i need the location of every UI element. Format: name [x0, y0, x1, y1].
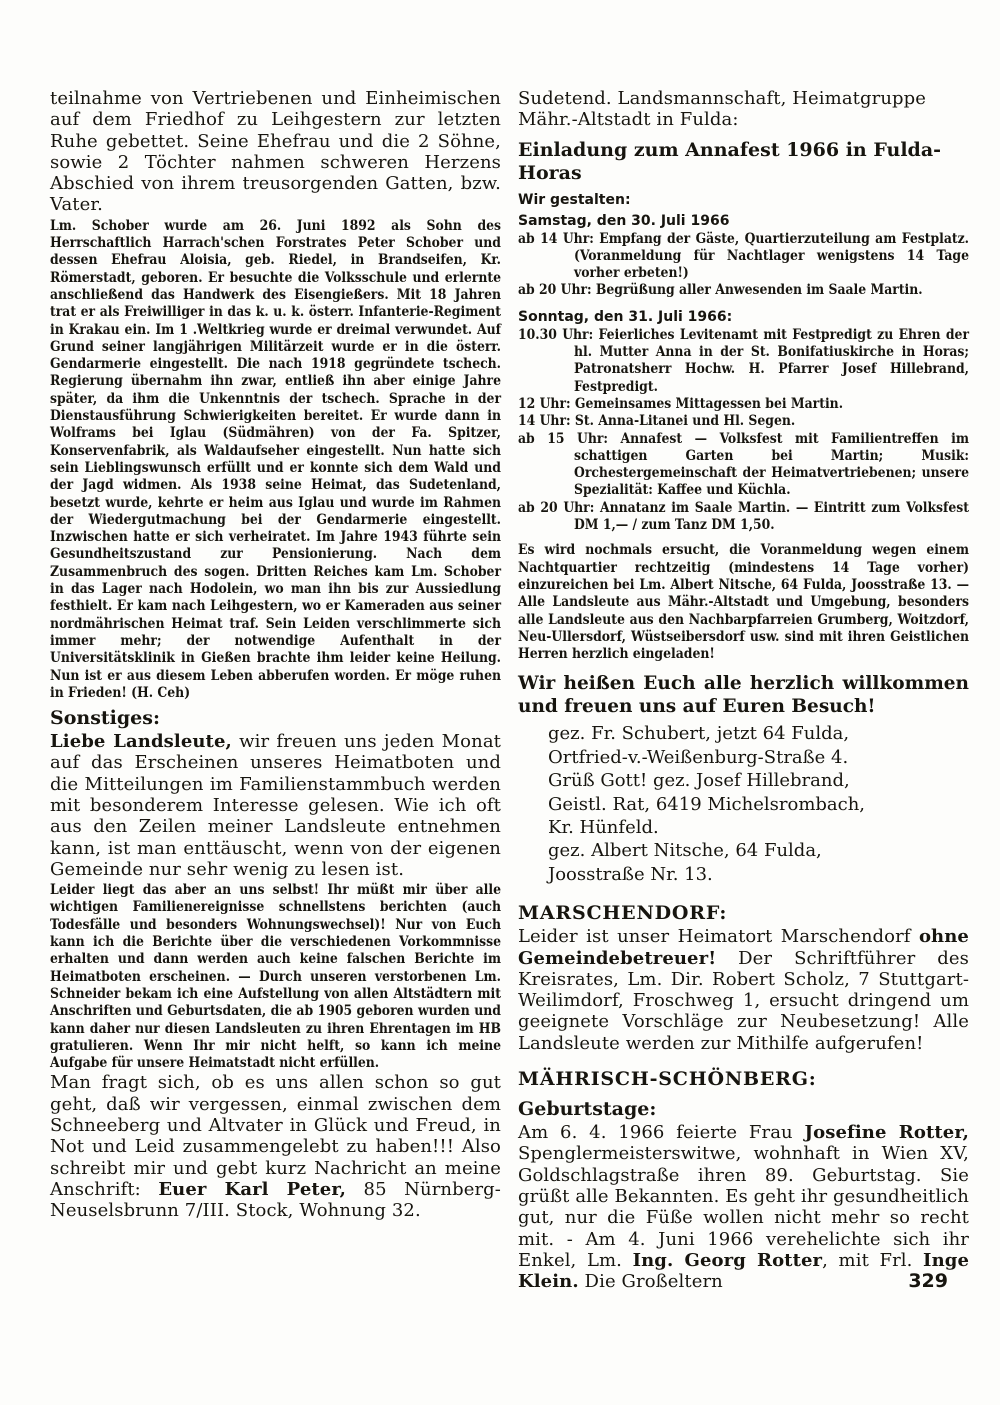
schedule-item: 14 Uhr: St. Anna-Litanei und Hl. Segen.	[518, 413, 796, 430]
signature-line: Kr. Hünfeld.	[548, 817, 659, 839]
signature-line: Geistl. Rat, 6419 Michelsrombach,	[548, 793, 866, 815]
samstag-schedule	[518, 231, 969, 300]
signature-line: gez. Fr. Schubert, jetzt 64 Fulda,	[548, 723, 850, 745]
schedule-item: ab 14 Uhr: Empfang der Gäste, Quartierzuteilung am Festplatz. (Voranmeldung für Nachtlager wenigstens 14 Tage vorher erbeten!)	[518, 230, 969, 282]
obituary-continuation-paragraph: teilnahme von Vertriebenen und Einheimischen auf dem Friedhof zu Leihgestern zur letzten Ruhe gebettet. Seine Ehefrau und die 2 Söhne, sowie 2 Töchter nahmen schweren Herzens Abschied von ihrem treusorgenden Gatten, bzw. Vater.	[50, 88, 501, 216]
schedule-item: ab 15 Uhr: Annafest — Volksfest mit Familientreffen im schattigen Garten bei Martin; Musik: Orchestergemeinschaft der Heimatvertriebenen; unsere Spezialität: Kaffee und Küchla.	[518, 430, 969, 499]
familienereignisse-note-paragraph: Leider liegt das aber an uns selbst! Ihr müßt mir über alle wichtigen Familienereignisse schnellstens berichten (auch Todesfälle und besonders Wohnungswechsel)! Nur von Euch kann ich die Berichte über die verschiedenen Vorkommnisse erhalten und dann werden auch keine falschen Berichte im Heimatboten erscheinen. — Durch unseren verstorbenen Lm. Schneider bekam ich eine Aufstellung von allen Altstädtern mit Anschriften und Geburtsdaten, die ab 1905 geboren wurden und kann daher nur diesen Landsleuten zu ihren Ehrentagen im HB gratulieren. Wenn Ihr mir nicht helft, so kann ich meine Aufgabe für unsere Heimatstadt nicht erfüllen.	[50, 882, 501, 1072]
willkommen-heading: Wir heißen Euch alle herzlich willkommen und freuen uns auf Euren Besuch!	[518, 673, 969, 717]
liebe-landsleute-paragraph: Liebe Landsleute, wir freuen uns jeden Monat auf das Erscheinen unseres Heimatboten und die Mitteilungen im Familienstammbuch werden mit besonderem Interesse gelesen. Wie ich oft aus den Zeilen meiner Landsleute entnehmen kann, ist man enttäuscht, wenn von der eigenen Gemeinde nur sehr wenig zu lesen ist.	[50, 731, 501, 880]
wir-gestalten-label: Wir gestalten:	[518, 191, 631, 208]
schedule-item: 10.30 Uhr: Feierliches Levitenamt mit Festpredigt zu Ehren der hl. Mutter Anna in der St. Bonifatiuskirche in Horas; Patronatsherr Hochw. H. Pfarrer Josef Hillebrand, Festpredigt.	[518, 326, 969, 395]
samstag-heading: Samstag, den 30. Juli 1966	[518, 212, 730, 229]
marschendorf-paragraph: Leider ist unser Heimatort Marschendorf ohne Gemeindebetreuer! Der Schriftführer des Kreisrates, Lm. Dir. Robert Scholz, 7 Stuttgart-Weilimdorf, Froschweg 1, ersucht dringend um geeignete Vorschläge zur Neubesetzung! Alle Landsleute werden zur Mithilfe aufgerufen!	[518, 926, 969, 1054]
marschendorf-heading: MARSCHENDORF:	[518, 902, 728, 925]
landsmannschaft-header: Sudetend. Landsmannschaft, Heimatgruppe Mähr.-Altstadt in Fulda:	[518, 88, 927, 131]
right-column	[518, 88, 969, 1292]
schedule-item: 12 Uhr: Gemeinsames Mittagessen bei Martin.	[518, 395, 844, 412]
signature-line: Grüß Gott! gez. Josef Hillebrand,	[548, 770, 850, 792]
geburtstage-heading: Geburtstage:	[518, 1098, 657, 1121]
signature-line: Joosstraße Nr. 13.	[548, 863, 713, 885]
schedule-item: ab 20 Uhr: Annatanz im Saale Martin. — Eintritt zum Volksfest DM 1,— / zum Tanz DM 1,50.	[518, 499, 969, 534]
geburtstage-paragraph: Am 6. 4. 1966 feierte Frau Josefine Rotter, Spenglermeisterswitwe, wohnhaft in Wien XV, Goldschlagstraße ihren 89. Geburtstag. Sie grüßt alle Bekannten. Es geht ihr gesundheitlich gut, nur die Füße wollen nicht mehr so recht mit. - Am 4. Juni 1966 verehelichte sich ihr Enkel, Lm. Ing. Georg Rotter, mit Frl. Inge Klein. Die Großeltern	[518, 1122, 969, 1293]
sonstiges-heading: Sonstiges:	[50, 707, 160, 730]
obituary-biography-paragraph: Lm. Schober wurde am 26. Juni 1892 als Sohn des Herrschaftlich Harrach'schen Forstrates Peter Schober und dessen Ehefrau Aloisia, geb. Riedel, in Brandseifen, Kr. Römerstadt, geboren. Er besuchte die Volksschule und erlernte anschließend das Handwerk des Eisengießers. Mit 18 Jahren trat er als Freiwilliger in das k. u. k. österr. Infanterie-Regiment in Krakau ein. Im 1 .Weltkrieg wurde er dreimal verwundet. Auf Grund seiner langjährigen Militärzeit wurde er in die österr. Gendarmerie eingestellt. Die nach 1918 gegründete tschech. Regierung übernahm ihn zwar, entließ ihn aber einige Jahre später, da ihm die Unkenntnis der tschech. Sprache in der Dienstausführung Schwierigkeiten bereitet. Er wurde dann in Wolframs bei Iglau (Südmähren) von der Fa. Spitzer, Konservenfabrik, als Waldaufseher eingestellt. Nun hatte sich sein Lieblingswunsch erfüllt und er konnte sich dem Wald und der Jagd widmen. Als 1938 seine Heimat, das Sudetenland, besetzt wurde, kehrte er heim aus Iglau und wurde im Rahmen der Wiedergutmachung bei der Gendarmerie eingestellt. Inzwischen hatte er sich verheiratet. Im Jahre 1943 führte sein Gesundheitszustand zur Pensionierung. Nach dem Zusammenbruch des sogen. Dritten Reiches kam Lm. Schober in das Lager nach Hodolein, wo man ihn bis zur Aussiedlung festhielt. Er kam nach Leihgestern, wo er Kameraden aus seiner nordmährischen Heimat traf. Sein Leiden verschlimmerte sich immer mehr; der notwendige Aufenthalt in der Universitätsklinik in Gießen brachte ihm leider keine Heilung. Nun ist er aus diesem Leben abberufen worden. Er möge ruhen in Frieden! (H. Ceh)	[50, 217, 501, 701]
karl-peter-appeal-paragraph: Man fragt sich, ob es uns allen schon so gut geht, daß wir vergessen, einmal zwischen dem Schneeberg und Altvater in Glück und Freud, in Not und Leid zusammengelebt zu haben!!! Also schreibt mir und gebt kurz Nachricht an meine Anschrift: Euer Karl Peter, 85 Nürnberg-Neuselsbrunn 7/III. Stock, Wohnung 32.	[50, 1072, 501, 1222]
left-column	[50, 88, 501, 1292]
signature-line: gez. Albert Nitsche, 64 Fulda,	[548, 840, 822, 862]
maehrisch-schoenberg-heading: MÄHRISCH-SCHÖNBERG:	[518, 1068, 817, 1091]
schedule-item: ab 20 Uhr: Begrüßung aller Anwesenden im Saale Martin.	[518, 282, 923, 299]
voranmeldung-note-paragraph: Es wird nochmals ersucht, die Voranmeldung wegen einem Nachtquartier rechtzeitig (mindestens 14 Tage vorher) einzureichen bei Lm. Albert Nitsche, 64 Fulda, Joosstraße 13. — Alle Landsleute aus Mähr.-Altstadt und Umgebung, besonders alle Landsleute aus den Nachbarpfarreien Grumberg, Woitzdorf, Neu-Ullersdorf, Wüstseibersdorf usw. sind mit ihren Geistlichen Herren herzlich eingeladen!	[518, 542, 969, 663]
annafest-invitation-heading: Einladung zum Annafest 1966 in Fulda-Horas	[518, 138, 942, 184]
signature-line: Ortfried-v.-Weißenburg-Straße 4.	[548, 746, 849, 768]
signature-block	[518, 722, 969, 886]
page-number: 329	[908, 1270, 948, 1292]
sonntag-heading: Sonntag, den 31. Juli 1966:	[518, 308, 733, 325]
sonntag-schedule	[518, 327, 969, 535]
